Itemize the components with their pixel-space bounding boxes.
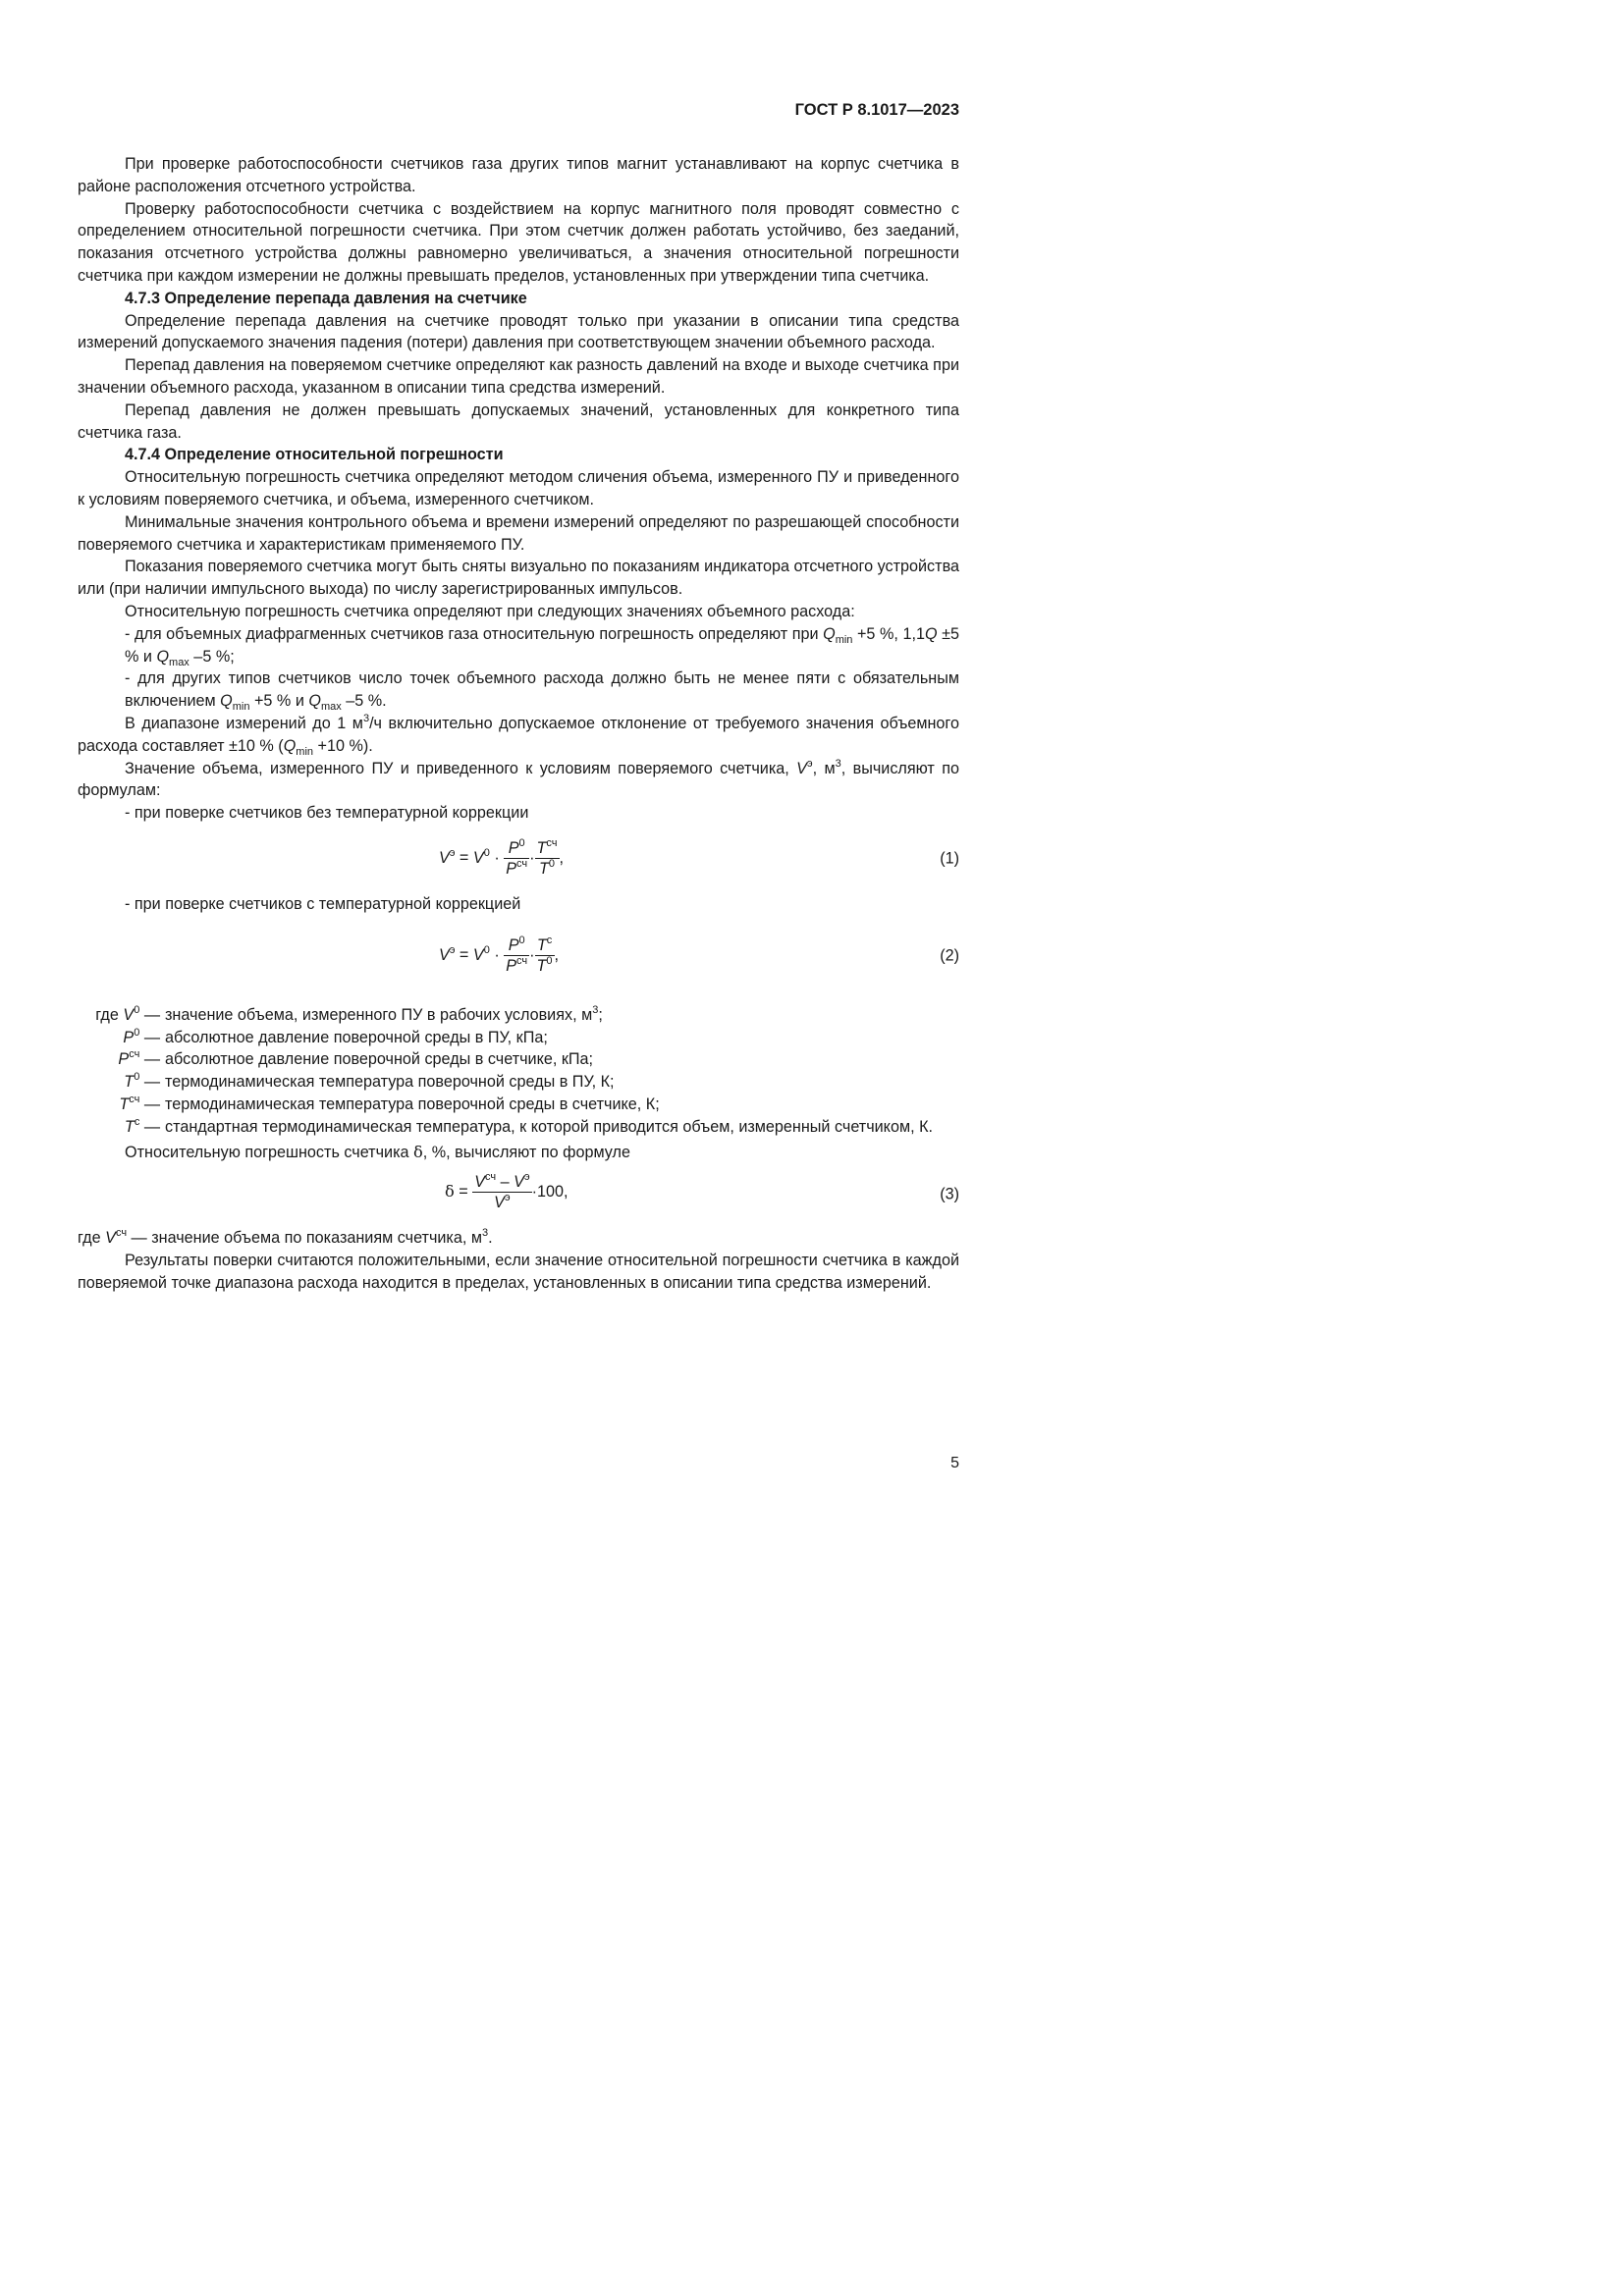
case-label: - при поверке счетчиков без температурной коррекции: [125, 804, 529, 823]
paragraph: Перепад давления на поверяемом счетчике определяют как разность давлений на входе и выходе счетчика при значении объемного расхода, указанном в описании типа средства измерений.: [78, 356, 959, 397]
formula-1-expression: $V^э = V^0$ · $\frac{P^0}{P^{сч}}$ · $\frac{T^{сч}}{T^0}$ ,: [439, 836, 565, 878]
paragraph: Проверку работоспособности счетчика с воздействием на корпус магнитного поля проводят совместно с определением относительной погрешности счетчика. При этом счетчик должен работать устойчиво, без заеданий, показания отсчетного устройства должны равномерно увеличиваться, а значения относительной погрешности счетчика при каждом измерении не должны превышать пределов, установленных при утверждении типа счетчика.: [78, 199, 959, 285]
definition-row: $T^{сч}$ — термодинамическая температура поверочной среды в счетчике, К;: [119, 1093, 660, 1113]
formula-3: [78, 1164, 959, 1225]
definition-row: $T^0$ — термодинамическая температура поверочной среды в ПУ, К;: [124, 1071, 615, 1092]
definition-row: где $V^0$ — значение объема, измеренного ПУ в рабочих условиях, $м^3$;: [95, 1003, 603, 1024]
formula-number: (3): [940, 1185, 959, 1203]
formula-2: [78, 916, 959, 996]
paragraph: Определение перепада давления на счетчике проводят только при указании в описании типа средства измерений допускаемого значения падения (потери) давления при соответствующем значении объемного расхода.: [78, 311, 959, 352]
section-heading-4-7-4: 4.7.4 Определение относительной погрешности: [125, 446, 504, 464]
case-label: - при поверке счетчиков с температурной коррекцией: [125, 894, 521, 913]
paragraph: Значение объема, измеренного ПУ и приведенного к условиям поверяемого счетчика, $V^э$, $м^3$, вычисляют по формулам:: [78, 757, 959, 800]
paragraph: Минимальные значения контрольного объема и времени измерений определяют по разрешающей способности поверяемого счетчика и характеристикам применяемого ПУ.: [78, 512, 959, 554]
definition-row: $T^с$ — стандартная термодинамическая температура, к которой приводится объем, измеренный счетчиком, К.: [124, 1115, 933, 1136]
definition-row: $P^0$ — абсолютное давление поверочной среды в ПУ, кПа;: [123, 1026, 548, 1046]
paragraph: Перепад давления не должен превышать допускаемых значений, установленных для конкретного типа счетчика газа.: [78, 400, 959, 442]
paragraph: При проверке работоспособности счетчиков газа других типов магнит устанавливают на корпус счетчика в районе расположения отсчетного устройства.: [78, 155, 959, 195]
paragraph: В диапазоне измерений до 1 $м^3/ч$ включительно допускаемое отклонение от требуемого значения объемного расхода составляет ±10 % ($Q_{min} +10$ %).: [78, 712, 959, 758]
variable-definitions: [78, 1004, 959, 1139]
list-item: - для других типов счетчиков число точек объемного расхода должно быть не менее пяти с обязательным включением $Q_{min} +5$ % и $Q_{max}$ –5 %.: [125, 669, 959, 714]
paragraph: Относительную погрешность счетчика определяют методом сличения объема, измеренного ПУ и приведенного к условиям поверяемого счетчика, и объема, измеренного счетчиком.: [78, 468, 959, 508]
formula-number: (2): [940, 946, 959, 965]
formula-3-expression: δ = $\frac{V^{сч} - V^э}{V^э}$ ·100,: [445, 1171, 568, 1212]
section-heading-4-7-3: 4.7.3 Определение перепада давления на счетчике: [125, 289, 527, 307]
formula-number: (1): [940, 849, 959, 868]
page-number: 5: [950, 1455, 959, 1471]
list-item: - для объемных диафрагменных счетчиков газа относительную погрешность определяют при $Q_{min} +5$ %, 1,1Q ±5 % и $Q_{max}$ –5 %;: [125, 624, 959, 668]
paragraph: Результаты поверки считаются положительными, если значение относительной погрешности счетчика в каждой поверяемой точке диапазона расхода находится в пределах, установленных в описании типа средства измерений.: [78, 1252, 959, 1292]
document-id: ГОСТ Р 8.1017—2023: [794, 101, 959, 119]
formula-2-expression: $V^э = V^0$ · $\frac{P^0}{P^{сч}}$ · $\frac{T^с}{T^0}$ ,: [439, 934, 560, 975]
document-content: [78, 153, 959, 1295]
formula-1: [78, 825, 959, 893]
paragraph: Относительную погрешность счетчика δ, %, вычисляют по формуле: [125, 1143, 630, 1162]
paragraph: Показания поверяемого счетчика могут быть сняты визуально по показаниям индикатора отсчетного устройства или (при наличии импульсного выхода) по числу зарегистрированных импульсов.: [78, 558, 959, 599]
definition-row: $P^{сч}$ — абсолютное давление поверочной среды в счетчике, кПа;: [118, 1048, 594, 1069]
definition-row: где $V^{сч}$ — значение объема по показаниям счетчика, $м^3$.: [78, 1227, 493, 1248]
paragraph: Относительную погрешность счетчика определяют при следующих значениях объемного расхода:: [125, 602, 855, 620]
